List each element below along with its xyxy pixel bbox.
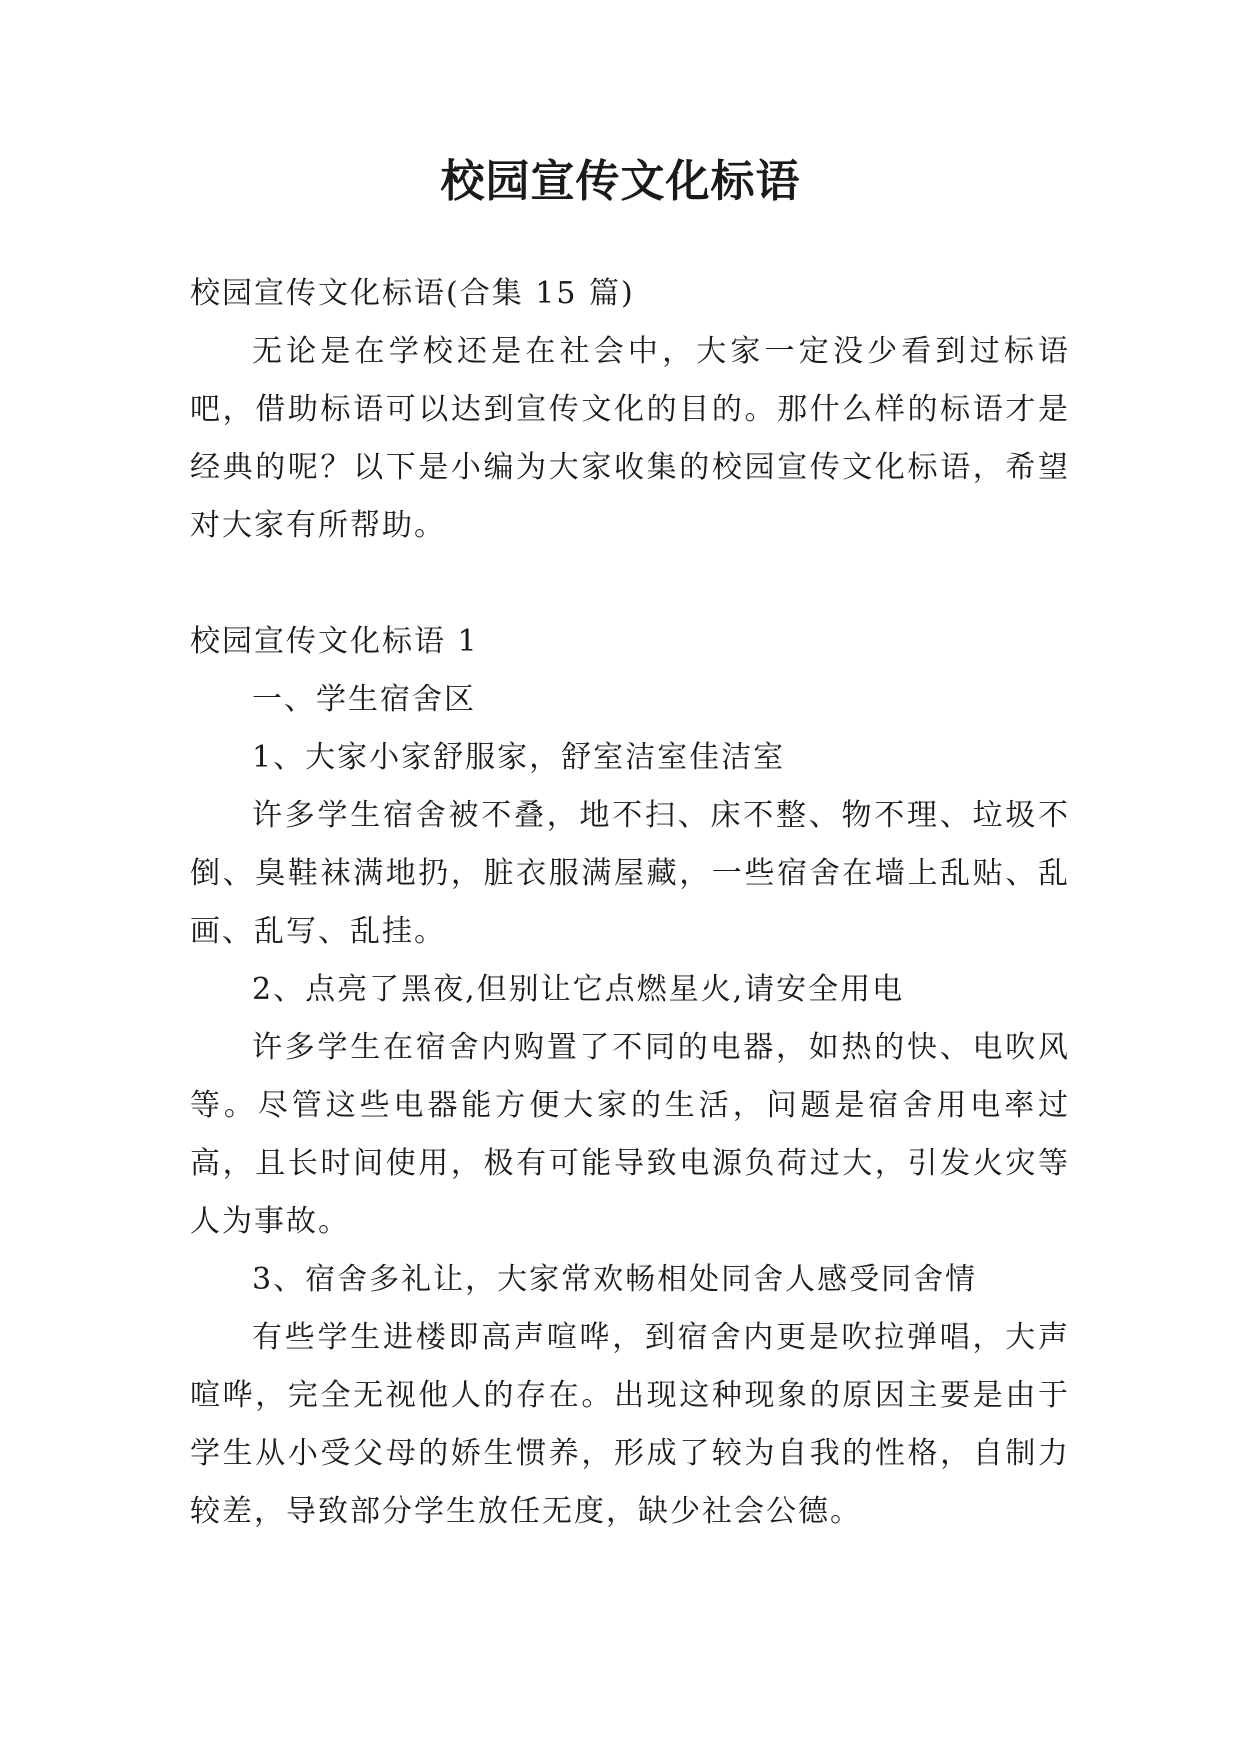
paragraph-2: 许多学生在宿舍内购置了不同的电器，如热的快、电吹风等。尽管这些电器能方便大家的生活，问题是宿舍用电率过高，且长时间使用，极有可能导致电源负荷过大，引发火灾等人为事故。 [190, 1030, 1070, 1239]
document-body [190, 265, 1070, 1541]
intro-paragraph: 无论是在学校还是在社会中，大家一定没少看到过标语吧，借助标语可以达到宣传文化的目的。那什么样的标语才是经典的呢？以下是小编为大家收集的校园宣传文化标语，希望对大家有所帮助。 [190, 334, 1070, 543]
slogan-3: 3、宿舍多礼让，大家常欢畅相处同舍人感受同舍情 [252, 1262, 978, 1297]
slogan-1: 1、大家小家舒服家，舒室洁室佳洁室 [252, 740, 786, 775]
document-title: 校园宣传文化标语 [440, 156, 801, 207]
paragraph-gap [190, 555, 1070, 613]
paragraph-1: 许多学生宿舍被不叠，地不扫、床不整、物不理、垃圾不倒、臭鞋袜满地扔，脏衣服满屋藏，一些宿舍在墙上乱贴、乱画、乱写、乱挂。 [190, 798, 1070, 949]
part-heading: 一、学生宿舍区 [252, 682, 476, 717]
slogan-2: 2、点亮了黑夜,但别让它点燃星火,请安全用电 [252, 972, 905, 1007]
section-heading: 校园宣传文化标语 1 [190, 624, 479, 659]
document-subtitle: 校园宣传文化标语(合集 15 篇) [190, 276, 635, 311]
paragraph-3: 有些学生进楼即高声喧哗，到宿舍内更是吹拉弹唱，大声喧哗，完全无视他人的存在。出现这种现象的原因主要是由于学生从小受父母的娇生惯养，形成了较为自我的性格，自制力较差，导致部分学生放任无度，缺少社会公德。 [190, 1320, 1070, 1529]
